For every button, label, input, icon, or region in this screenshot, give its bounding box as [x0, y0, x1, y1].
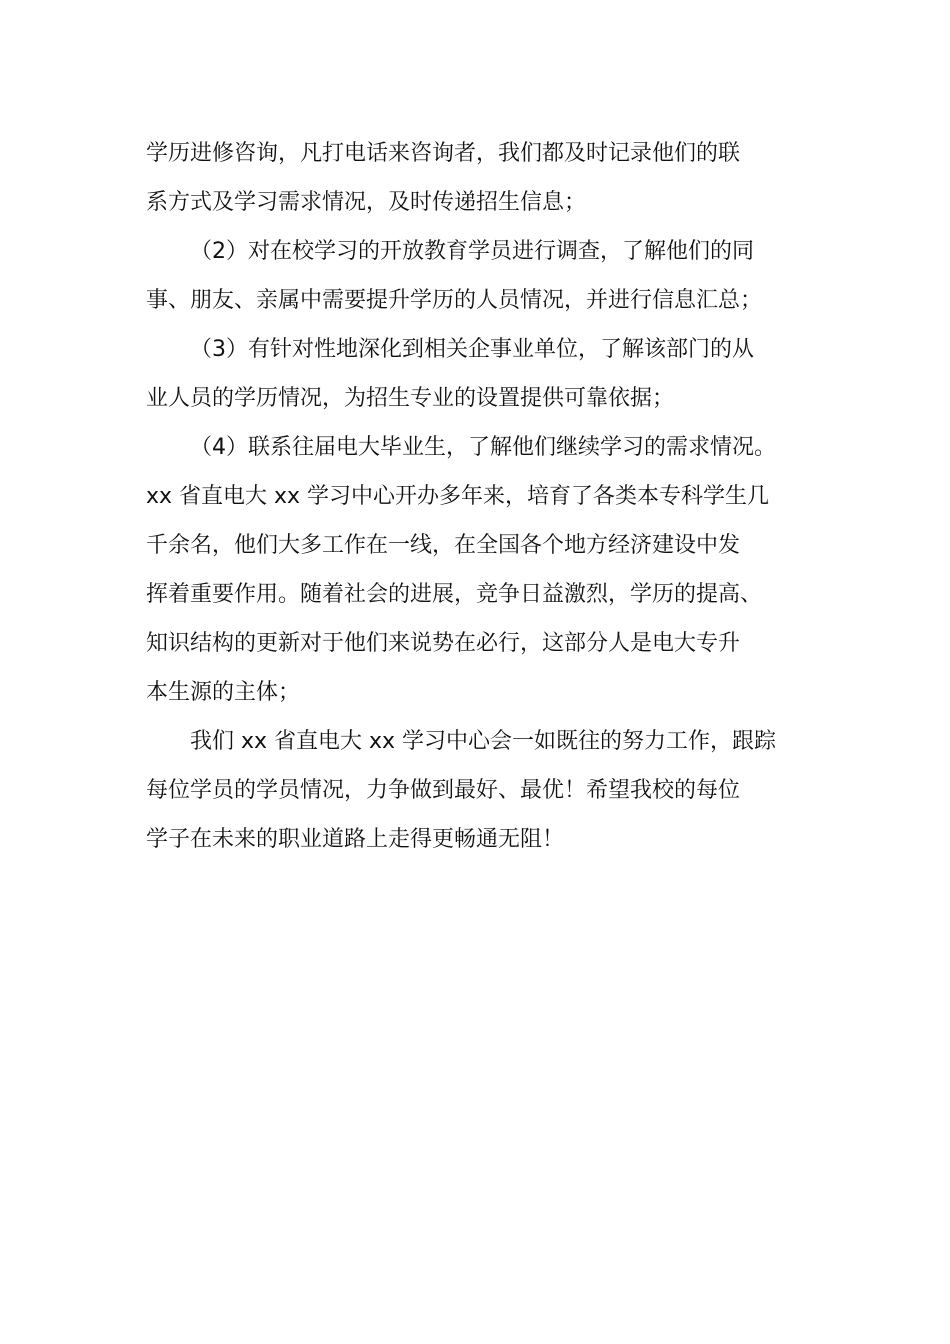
body-text [146, 129, 816, 864]
text-line: （2）对在校学习的开放教育学员进行调查，了解他们的同 [190, 239, 754, 264]
text-line: 系方式及学习需求情况，及时传递招生信息； [146, 190, 587, 215]
text-line: 我们 xx 省直电大 xx 学习中心会一如既往的努力工作，跟踪 [190, 729, 777, 754]
text-line: 每位学员的学员情况，力争做到最好、最优！希望我校的每位 [146, 778, 741, 803]
text-line: 挥着重要作用。随着社会的进展，竞争日益激烈，学历的提高、 [146, 582, 763, 607]
text-line: xx 省直电大 xx 学习中心开办多年来，培育了各类本专科学生几 [146, 484, 770, 509]
text-line: 本生源的主体； [146, 680, 301, 705]
text-line: （4）联系往届电大毕业生，了解他们继续学习的需求情况。 [190, 435, 776, 460]
text-line: 事、朋友、亲属中需要提升学历的人员情况，并进行信息汇总； [146, 288, 763, 313]
text-line: 千余名，他们大多工作在一线，在全国各个地方经济建设中发 [146, 533, 741, 558]
text-line: 知识结构的更新对于他们来说势在必行，这部分人是电大专升 [146, 631, 741, 656]
text-line: 学子在未来的职业道路上走得更畅通无阻！ [146, 827, 565, 852]
text-line: 业人员的学历情况，为招生专业的设置提供可靠依据； [146, 386, 675, 411]
text-line: （3）有针对性地深化到相关企事业单位，了解该部门的从 [190, 337, 754, 362]
text-line: 学历进修咨询，凡打电话来咨询者，我们都及时记录他们的联 [146, 141, 741, 166]
